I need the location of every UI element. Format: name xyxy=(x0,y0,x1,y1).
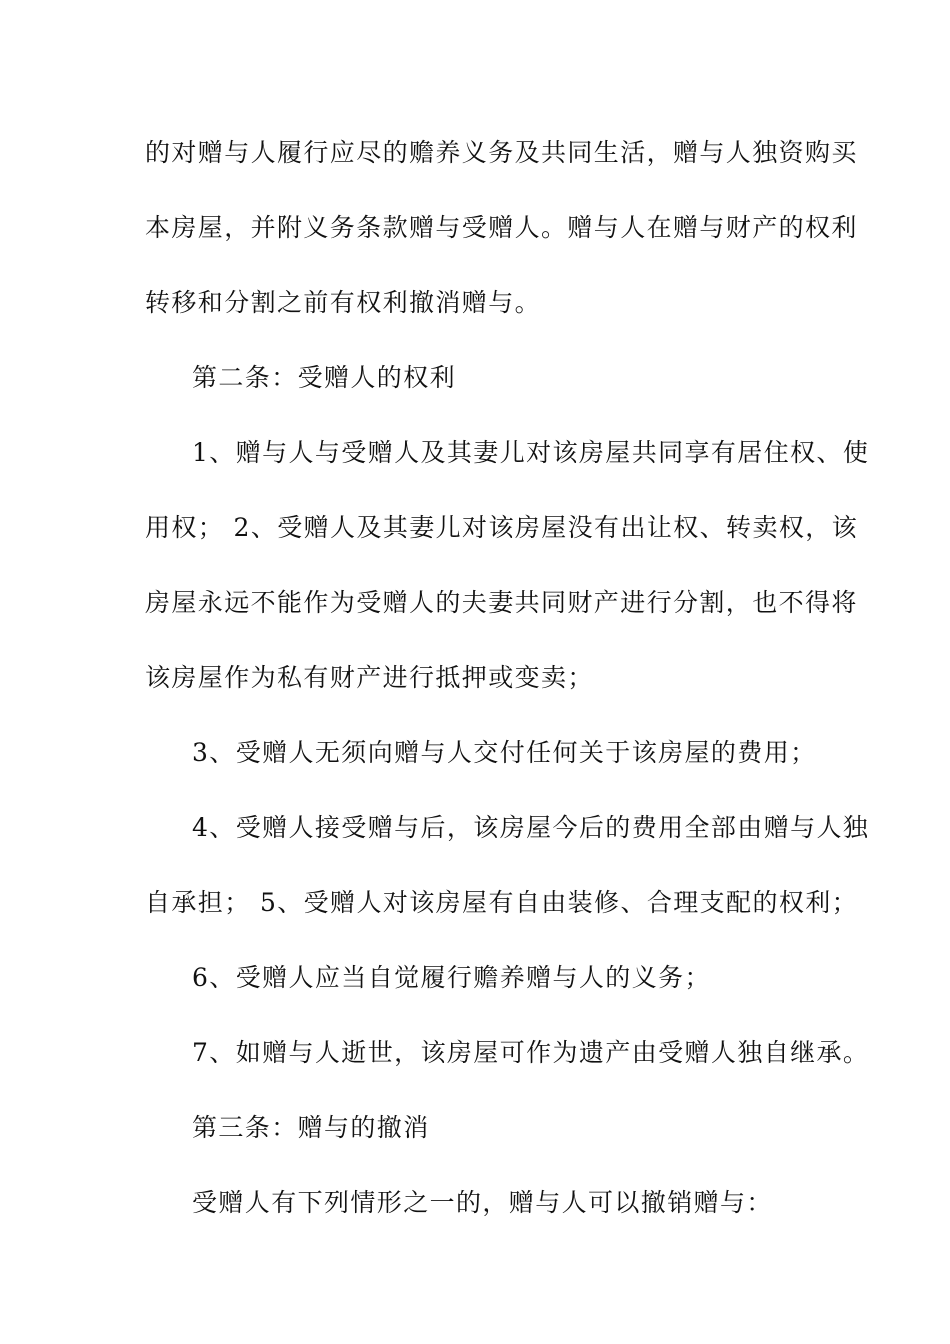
paragraph-line: 4、受赠人接受赠与后，该房屋今后的费用全部由赠与人独 xyxy=(192,813,870,842)
section-heading: 第三条：赠与的撤消 xyxy=(192,1113,430,1142)
paragraph-line: 转移和分割之前有权利撤消赠与。 xyxy=(145,288,542,317)
section-heading: 第二条：受赠人的权利 xyxy=(192,363,457,392)
paragraph-line: 该房屋作为私有财产进行抵押或变卖； xyxy=(145,663,594,692)
paragraph-line: 的对赠与人履行应尽的赡养义务及共同生活，赠与人独资购买 xyxy=(145,138,858,167)
paragraph-line: 7、如赠与人逝世，该房屋可作为遗产由受赠人独自继承。 xyxy=(192,1038,870,1067)
paragraph-line: 自承担； 5、受赠人对该房屋有自由装修、合理支配的权利； xyxy=(145,888,859,917)
paragraph-line: 6、受赠人应当自觉履行赡养赠与人的义务； xyxy=(192,963,711,992)
paragraph-line: 3、受赠人无须向赠与人交付任何关于该房屋的费用； xyxy=(192,738,817,767)
paragraph-line: 受赠人有下列情形之一的，赠与人可以撤销赠与： xyxy=(192,1188,773,1217)
paragraph-line: 本房屋，并附义务条款赠与受赠人。赠与人在赠与财产的权利 xyxy=(145,213,858,242)
paragraph-line: 房屋永远不能作为受赠人的夫妻共同财产进行分割，也不得将 xyxy=(145,588,858,617)
paragraph-line: 1、赠与人与受赠人及其妻儿对该房屋共同享有居住权、使 xyxy=(192,438,870,467)
paragraph-line: 用权； 2、受赠人及其妻儿对该房屋没有出让权、转卖权，该 xyxy=(145,513,859,542)
